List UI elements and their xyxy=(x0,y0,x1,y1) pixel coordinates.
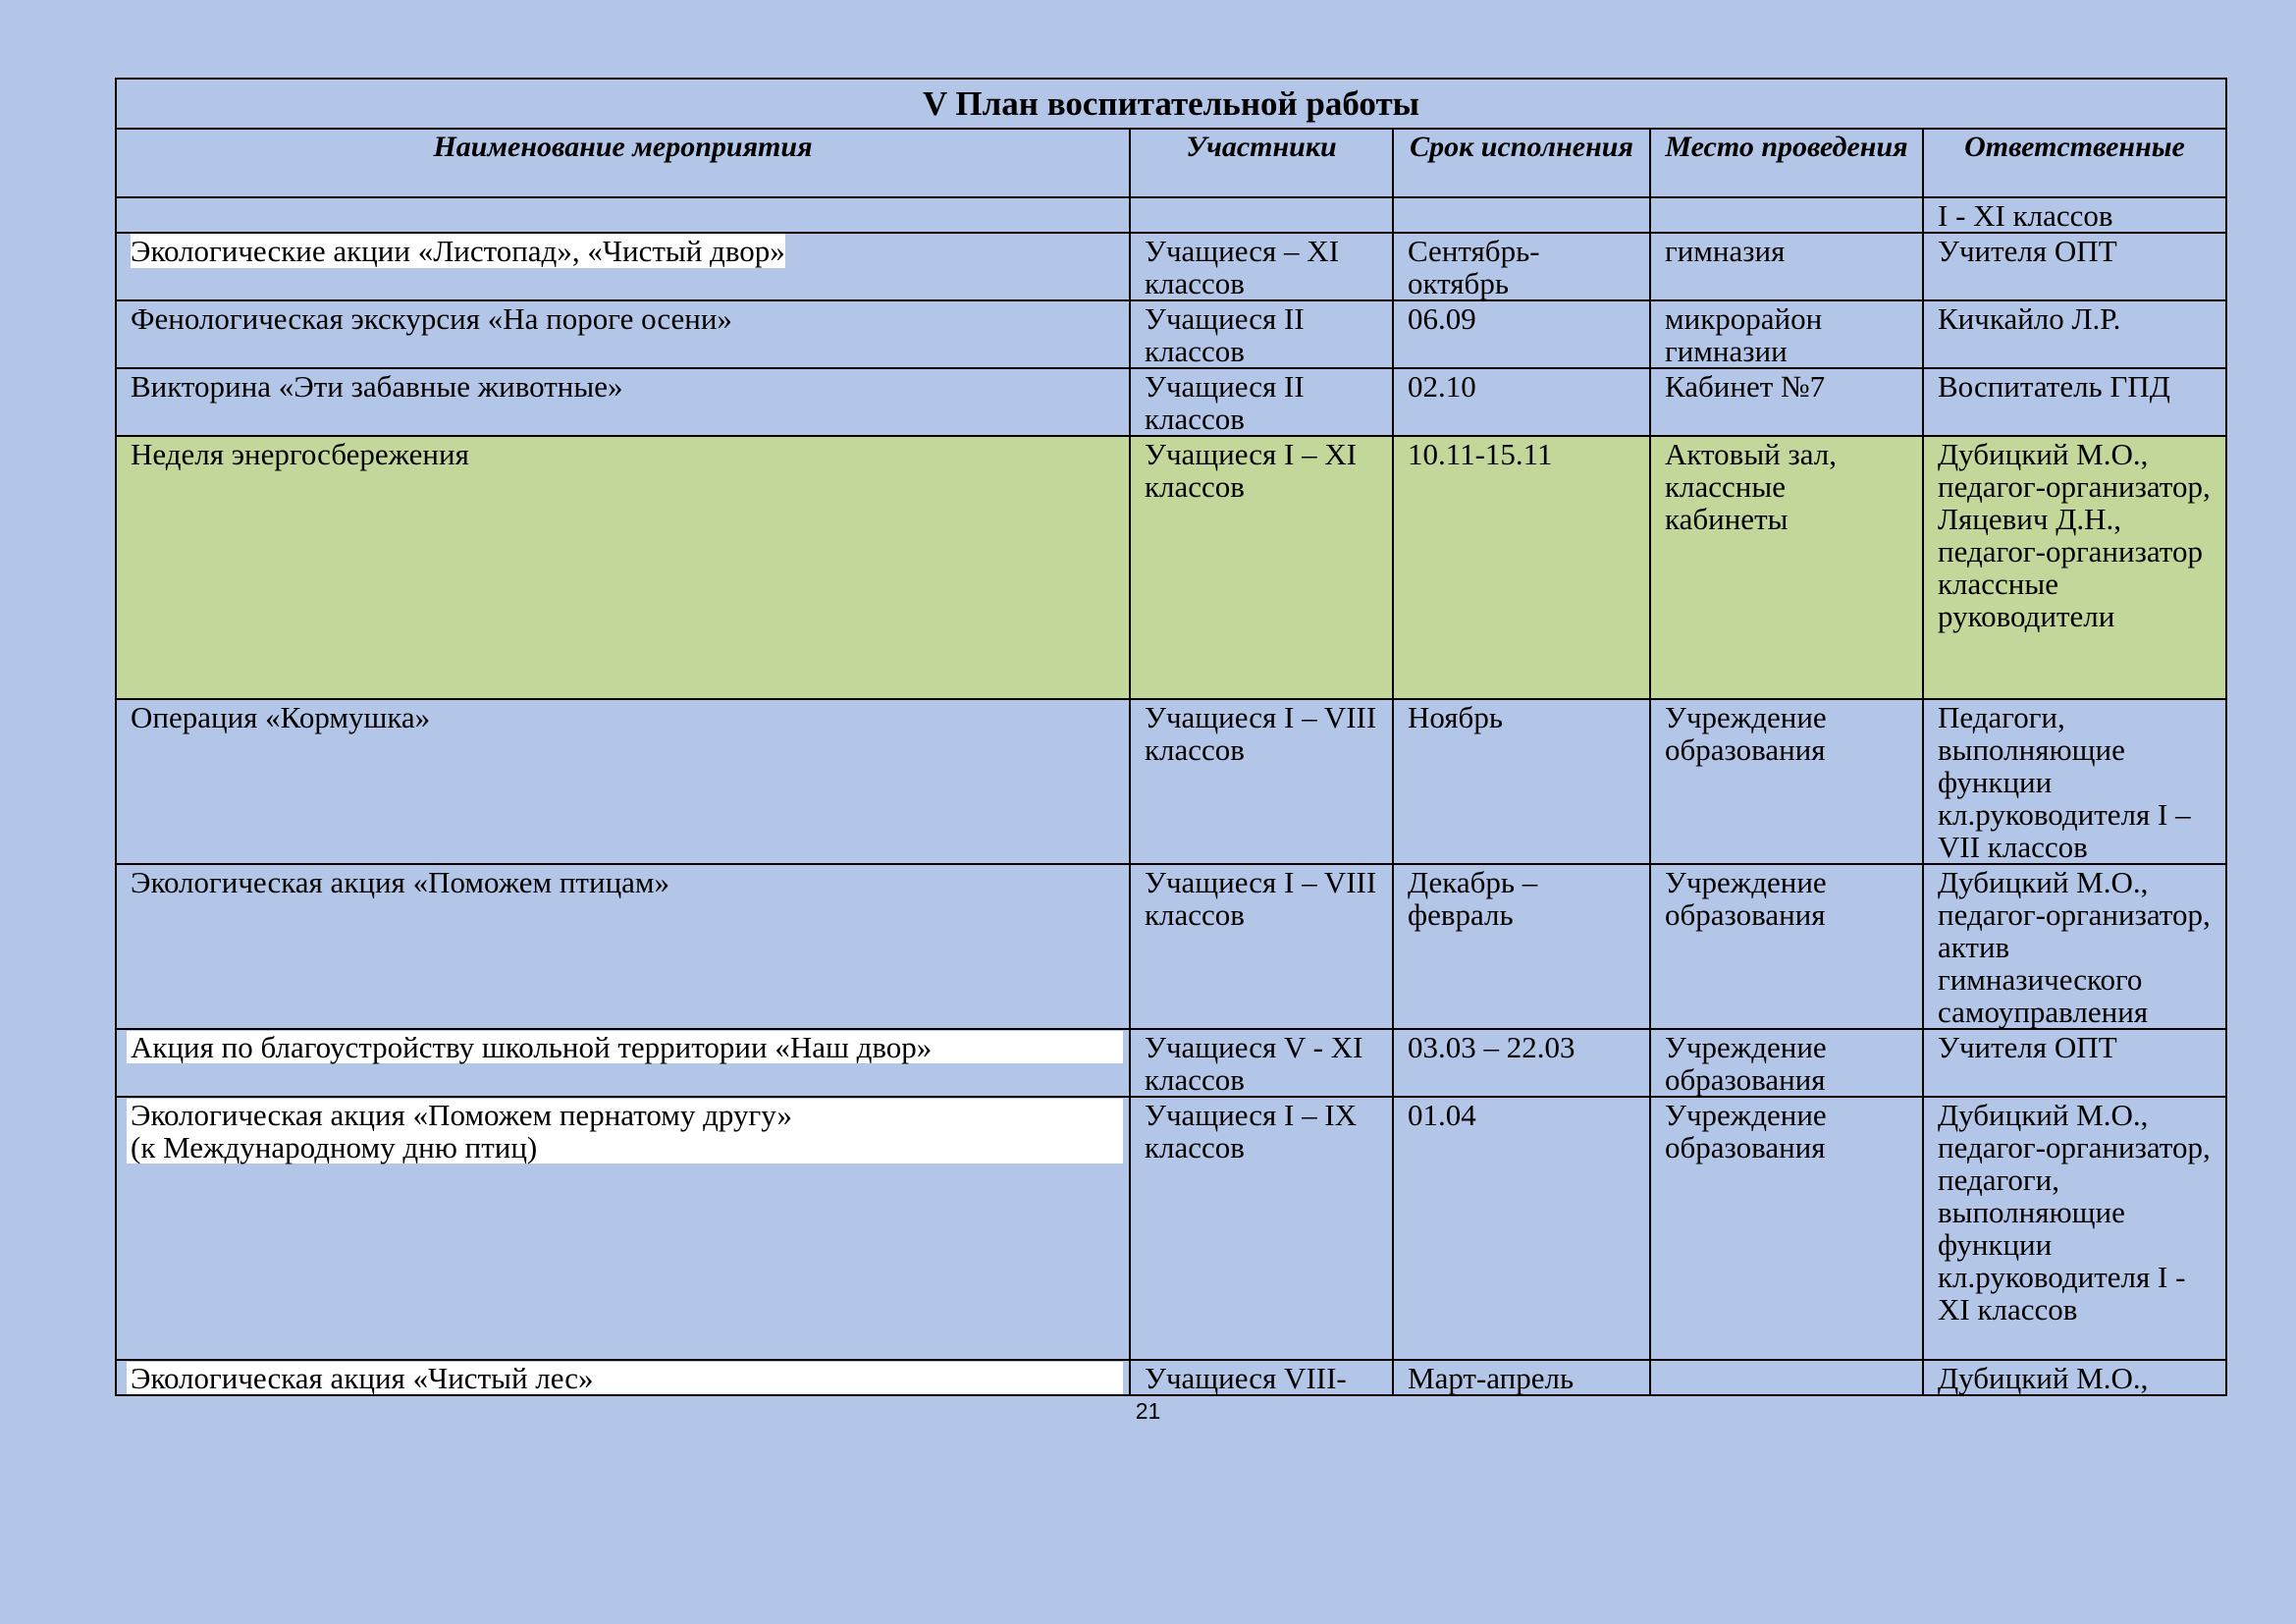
cell-responsible: Учителя ОПТ xyxy=(1923,233,2226,300)
cell-event: Неделя энергосбережения xyxy=(116,436,1130,699)
cell-deadline: Декабрь – февраль xyxy=(1393,864,1650,1029)
table-title: V План воспитательной работы xyxy=(116,79,2226,129)
cell-responsible: Дубицкий М.О., педагог-организатор, актив гимназического самоуправления xyxy=(1923,864,2226,1029)
cell-place: Учреждение образования xyxy=(1650,1029,1923,1097)
table-row xyxy=(116,1360,2226,1395)
table-row xyxy=(116,436,2226,699)
event-text: Экологические акции «Листопад», «Чистый двор» xyxy=(131,234,785,268)
cell-deadline: 02.10 xyxy=(1393,368,1650,436)
cell-event xyxy=(116,233,1130,300)
cell-deadline: 10.11-15.11 xyxy=(1393,436,1650,699)
cell-deadline: Март-апрель xyxy=(1393,1360,1650,1395)
cell-event xyxy=(116,1097,1130,1360)
cell-deadline: 03.03 – 22.03 xyxy=(1393,1029,1650,1097)
table-row xyxy=(116,699,2226,864)
cell-responsible: Дубицкий М.О., xyxy=(1923,1360,2226,1395)
cell-place: Учреждение образования xyxy=(1650,864,1923,1029)
table-row xyxy=(116,1029,2226,1097)
cell-event xyxy=(116,1360,1130,1395)
cell-participants: Учащиеся I – VIII классов xyxy=(1130,864,1393,1029)
header-responsible: Ответственные xyxy=(1923,129,2226,197)
cell-responsible: Учителя ОПТ xyxy=(1923,1029,2226,1097)
title-row xyxy=(116,79,2226,129)
table-row xyxy=(116,864,2226,1029)
header-participants: Участники xyxy=(1130,129,1393,197)
cell-event: Операция «Кормушка» xyxy=(116,699,1130,864)
cell-event xyxy=(116,1029,1130,1097)
cell-participants: Учащиеся I – IX классов xyxy=(1130,1097,1393,1360)
cell-responsible: Кичкайло Л.Р. xyxy=(1923,300,2226,368)
cell-event: Викторина «Эти забавные животные» xyxy=(116,368,1130,436)
cell-deadline: Сентябрь-октябрь xyxy=(1393,233,1650,300)
cell-place xyxy=(1650,197,1923,233)
cell-responsible: Воспитатель ГПД xyxy=(1923,368,2226,436)
cell-participants: Учащиеся II классов xyxy=(1130,368,1393,436)
table-row xyxy=(116,1097,2226,1360)
table-row xyxy=(116,368,2226,436)
cell-place: Учреждение образования xyxy=(1650,699,1923,864)
event-subtext: (к Международному дню птиц) xyxy=(131,1130,538,1164)
cell-deadline: 06.09 xyxy=(1393,300,1650,368)
cell-participants: Учащиеся II классов xyxy=(1130,300,1393,368)
cell-participants: Учащиеся I – XI классов xyxy=(1130,436,1393,699)
cell-place: гимназия xyxy=(1650,233,1923,300)
cell-deadline: 01.04 xyxy=(1393,1097,1650,1360)
page-number: 21 xyxy=(1135,1398,1161,1424)
cell-deadline: Ноябрь xyxy=(1393,699,1650,864)
event-text: Экологическая акция «Поможем пернатому другу» xyxy=(131,1098,793,1132)
cell-place: Учреждение образования xyxy=(1650,1097,1923,1360)
cell-participants xyxy=(1130,197,1393,233)
header-event: Наименование мероприятия xyxy=(116,129,1130,197)
cell-event xyxy=(116,197,1130,233)
cell-participants: Учащиеся VIII- xyxy=(1130,1360,1393,1395)
cell-event: Фенологическая экскурсия «На пороге осени» xyxy=(116,300,1130,368)
cell-responsible: Дубицкий М.О., педагог-организатор, Ляцевич Д.Н., педагог-организатор классные руководители xyxy=(1923,436,2226,699)
cell-place xyxy=(1650,1360,1923,1395)
event-text-block xyxy=(127,1099,1123,1164)
cell-participants: Учащиеся I – VIII классов xyxy=(1130,699,1393,864)
table-row xyxy=(116,233,2226,300)
cell-place: Актовый зал, классные кабинеты xyxy=(1650,436,1923,699)
cell-responsible: Дубицкий М.О., педагог-организатор, педагоги, выполняющие функции кл.руководителя I - XI классов xyxy=(1923,1097,2226,1360)
cell-place: микрорайон гимназии xyxy=(1650,300,1923,368)
continuation-row xyxy=(116,197,2226,233)
education-plan-table xyxy=(115,78,2227,1396)
cell-deadline xyxy=(1393,197,1650,233)
header-deadline: Срок исполнения xyxy=(1393,129,1650,197)
header-place: Место проведения xyxy=(1650,129,1923,197)
cell-place: Кабинет №7 xyxy=(1650,368,1923,436)
cell-participants: Учащиеся – XI классов xyxy=(1130,233,1393,300)
event-text: Экологическая акция «Чистый лес» xyxy=(127,1362,1123,1394)
cell-responsible: Педагоги, выполняющие функции кл.руководителя I – VII классов xyxy=(1923,699,2226,864)
table-row xyxy=(116,300,2226,368)
header-row xyxy=(116,129,2226,197)
cell-responsible: I - XI классов xyxy=(1923,197,2226,233)
event-text: Акция по благоустройству школьной территории «Наш двор» xyxy=(127,1031,1123,1063)
cell-participants: Учащиеся V - XI классов xyxy=(1130,1029,1393,1097)
cell-event: Экологическая акция «Поможем птицам» xyxy=(116,864,1130,1029)
